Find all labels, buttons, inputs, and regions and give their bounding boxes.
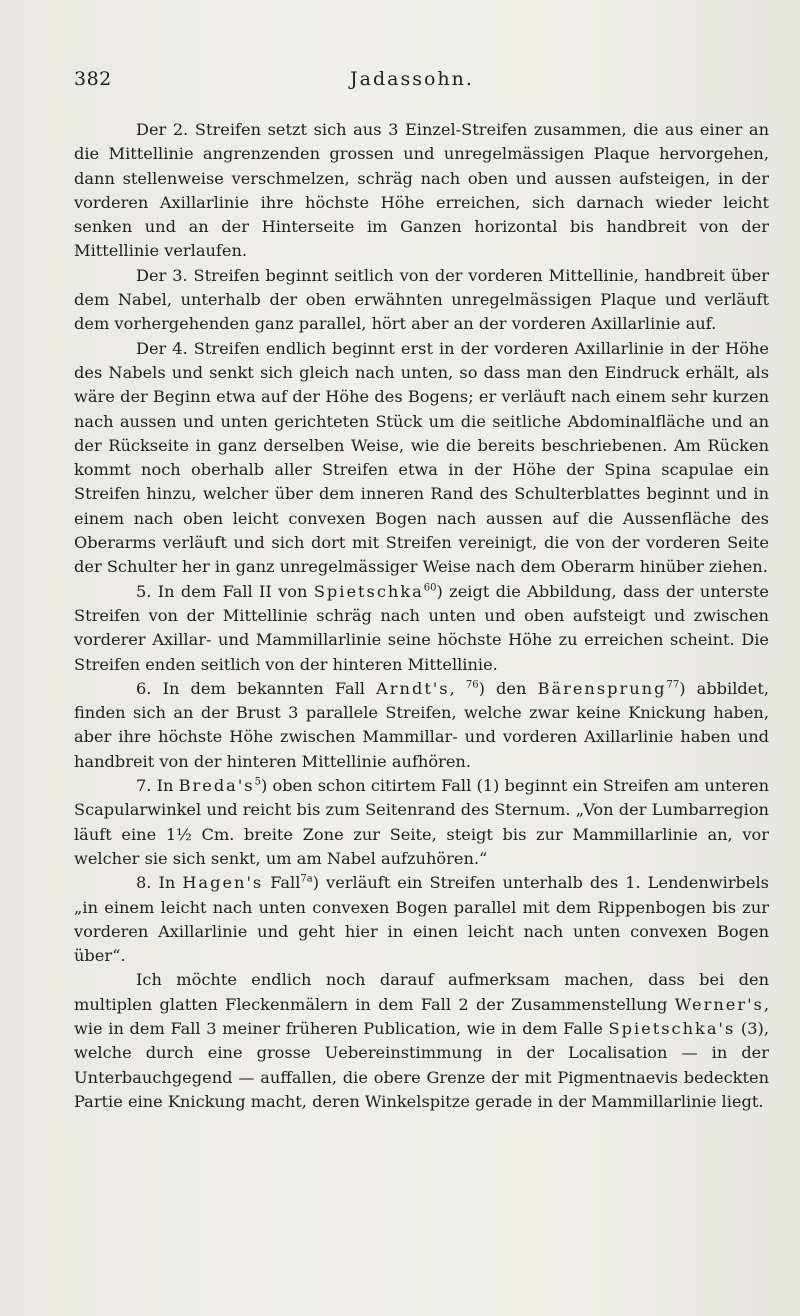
author-name: Arndt's bbox=[376, 678, 450, 698]
paragraph-text: Der 4. Streifen endlich beginnt erst in der vorderen Axillarlinie in der Höhe des Nabels und senkt sich gleich nach unten, so dass man den Eindruck erhält, als wäre der Beginn etwa auf der Höhe des Bogens; er verläuft nach einem sehr kurzen nach aussen und unten gerichteten Stück um die seitliche Abdominalfläche und an der Rückseite in ganz derselben Weise, wie die bereits beschriebenen. Am Rücken kommt noch oberhalb aller Streifen etwa in der Höhe der Spina scapulae ein Streifen hinzu, welcher über dem inneren Rand des Schulterblattes beginnt und in einem nach oben leicht convexen Bogen nach aussen auf die Aussenfläche des Oberarms verläuft und sich dort mit Streifen vereinigt, die von der vorderen Seite der Schulter her in ganz unregelmässiger Weise nach dem Oberarm hinüber ziehen. bbox=[74, 338, 769, 577]
paragraph-text: 6. In dem bekannten Fall bbox=[136, 678, 377, 698]
paragraph-case-5 bbox=[74, 580, 769, 677]
paragraph-text: Der 3. Streifen beginnt seitlich von der vorderen Mittellinie, handbreit über dem Nabel, unterhalb der oben erwähnten unregelmässigen Plaque und verläuft dem vorhergehenden ganz parallel, hört aber an der vorderen Axillarlinie auf. bbox=[74, 265, 769, 334]
paragraph-text: Ich möchte endlich noch darauf aufmerksam machen, dass bei den multiplen glatten Fleckenmälern in dem Fall 2 der Zusammenstellung bbox=[74, 970, 769, 1014]
paragraph-text: , wie in dem Fall 3 meiner früheren Publication, wie in dem Falle bbox=[74, 994, 769, 1038]
paragraph-text: Der 2. Streifen setzt sich aus 3 Einzel-Streifen zusammen, die aus einer an die Mittellinie angrenzenden grossen und unregelmässigen Plaque hervorgehen, dann stellenweise verschmelzen, schräg nach oben und aussen aufsteigen, in der vorderen Axillarlinie ihre höchste Höhe erreichen, sich darnach wieder leicht senken und an der Hinterseite im Ganzen horizontal bis handbreit von der Mittellinie verlaufen. bbox=[74, 120, 769, 261]
paragraph-text: ) den bbox=[478, 678, 538, 698]
paragraph-conclusion bbox=[74, 968, 769, 1114]
paragraph-case-8 bbox=[74, 871, 769, 968]
paragraph-text: ) abbildet, finden sich an der Brust 3 parallele Streifen, welche zwar keine Knickung haben, aber ihre höchste Höhe zwischen Mammillar- und vorderen Axillarlinie haben und handbreit von der hinteren Mittellinie aufhören. bbox=[74, 678, 769, 771]
body-text bbox=[74, 118, 769, 1114]
paragraph-streifen-3 bbox=[74, 264, 769, 337]
paragraph-text: ) zeigt die Abbildung, dass der unterste Streifen von der Mittellinie schräg nach unten und oben aufsteigt und zwischen vorderer Axillar- und Mammillarlinie seine höchste Höhe zu erreichen scheint. Die Streifen enden seitlich von der hinteren Mittellinie. bbox=[74, 581, 769, 674]
paragraph-text: ) verläuft ein Streifen unterhalb des 1. Lendenwirbels „in einem leicht nach unten convexen Bogen parallel mit dem Rippenbogen bis zur vorderen Axillarlinie und geht hier in einen leicht nach unten convexen Bogen über“. bbox=[74, 873, 769, 966]
author-name: Hagen's bbox=[182, 873, 264, 893]
paragraph-text: Fall bbox=[263, 873, 301, 893]
footnote-ref: 5 bbox=[254, 776, 261, 788]
running-head: Jadassohn. bbox=[350, 68, 474, 90]
page-number: 382 bbox=[74, 68, 112, 90]
paragraph-streifen-2 bbox=[74, 118, 769, 264]
paragraph-case-6 bbox=[74, 677, 769, 774]
author-name: Bärensprung bbox=[537, 678, 667, 698]
author-name: Breda's bbox=[178, 776, 255, 796]
paragraph-text: 8. In bbox=[136, 873, 183, 893]
footnote-ref: 7a bbox=[300, 873, 313, 885]
footnote-ref: 60 bbox=[423, 582, 437, 594]
paragraph-text: 5. In dem Fall II von bbox=[136, 581, 314, 601]
page-header bbox=[74, 68, 750, 96]
footnote-ref: 76 bbox=[465, 679, 479, 691]
paragraph-streifen-4 bbox=[74, 337, 769, 580]
paragraph-text: 7. In bbox=[136, 776, 179, 796]
author-name: Spietschka bbox=[313, 581, 424, 601]
paragraph-text: (3), welche durch eine grosse Uebereinstimmung in der Localisation — in der Unterbauchgegend — auffallen, die obere Grenze der mit Pigmentnaevis bedeckten Partie eine Knickung macht, deren Winkelspitze gerade in der Mammillarlinie liegt. bbox=[74, 1018, 769, 1111]
author-name: Werner's bbox=[674, 994, 764, 1014]
paragraph-text: , bbox=[449, 678, 466, 698]
paragraph-text: ) oben schon citirtem Fall (1) beginnt ein Streifen am unteren Scapularwinkel und reicht bis zum Seitenrand des Sternum. „Von der Lumbarregion läuft eine 1½ Cm. breite Zone zur Seite, steigt bis zur Mammillarlinie an, vor welcher sie sich senkt, um am Nabel aufzuhören.“ bbox=[74, 776, 769, 868]
footnote-ref: 77 bbox=[666, 679, 680, 691]
paragraph-case-7 bbox=[74, 774, 769, 871]
author-name: Spietschka's bbox=[608, 1018, 736, 1038]
